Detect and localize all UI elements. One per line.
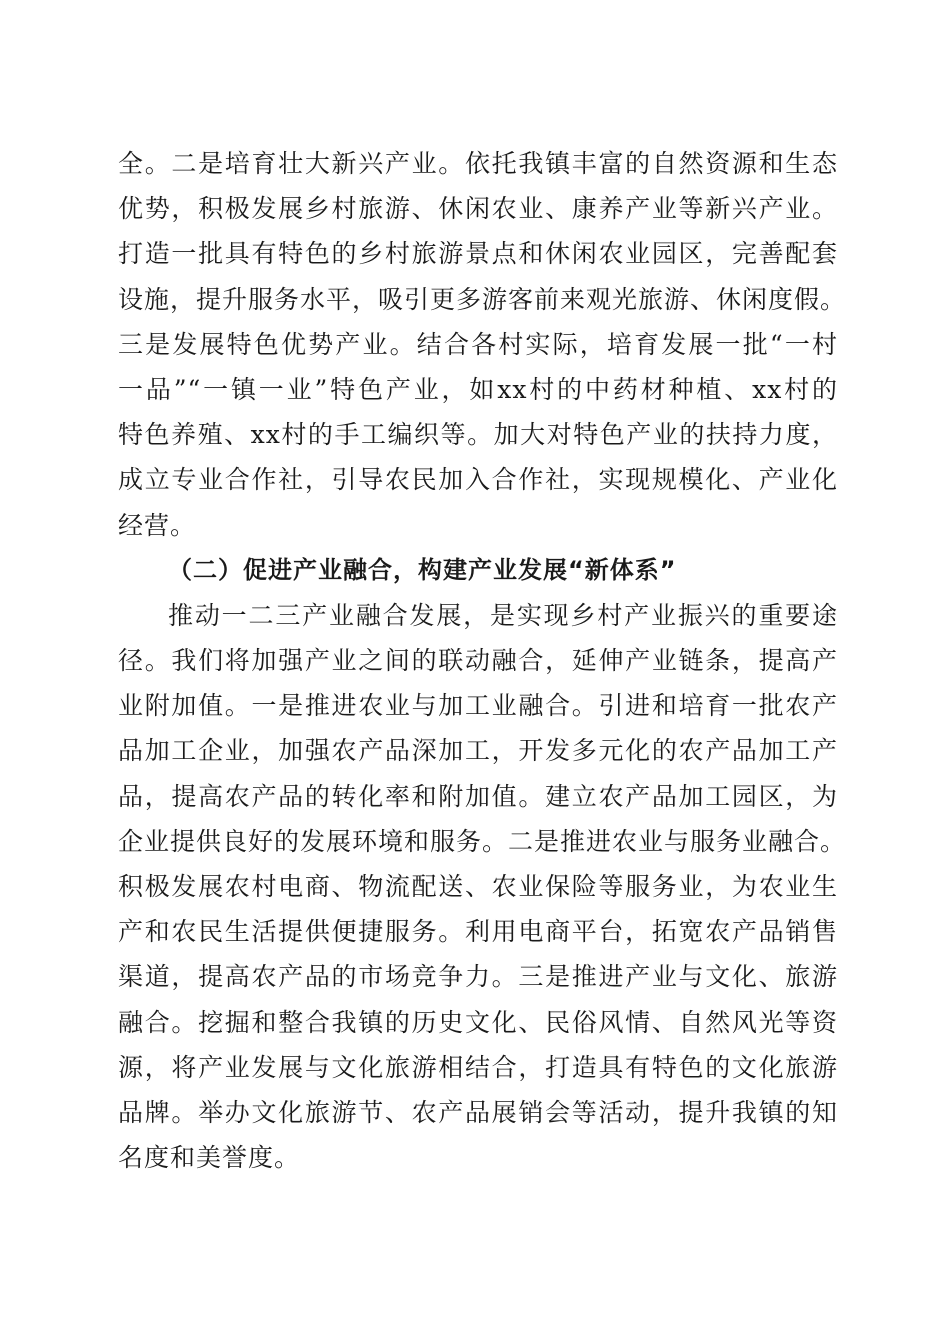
text-line: 三是发展特色优势产业。结合各村实际，培育发展一批“一村 [118, 329, 838, 359]
text-line: 经营。 [118, 510, 197, 540]
text-line: 推动一二三产业融合发展，是实现乡村产业振兴的重要途 [168, 600, 838, 630]
text-line: 源，将产业发展与文化旅游相结合，打造具有特色的文化旅游 [118, 1052, 838, 1082]
text-line: 径。我们将加强产业之间的联动融合，延伸产业链条，提高产 [118, 646, 838, 676]
text-line: 特色养殖、xx村的手工编织等。加大对特色产业的扶持力度， [118, 420, 838, 450]
text-line: 企业提供良好的发展环境和服务。二是推进农业与服务业融合。 [118, 826, 847, 856]
text-line: 融合。挖掘和整合我镇的历史文化、民俗风情、自然风光等资 [118, 1007, 838, 1037]
paragraph-1 [118, 141, 847, 548]
text-line: 品加工企业，加强农产品深加工，开发多元化的农产品加工产 [118, 736, 838, 766]
document-body [118, 141, 847, 1180]
text-line: 优势，积极发展乡村旅游、休闲农业、康养产业等新兴产业。 [118, 194, 838, 224]
text-line: 设施，提升服务水平，吸引更多游客前来观光旅游、休闲度假。 [118, 284, 847, 314]
text-line: 渠道，提高农产品的市场竞争力。三是推进产业与文化、旅游 [118, 962, 838, 992]
text-line: 打造一批具有特色的乡村旅游景点和休闲农业园区，完善配套 [118, 239, 838, 269]
text-line: 业附加值。一是推进农业与加工业融合。引进和培育一批农产 [118, 691, 838, 721]
text-line: 品牌。举办文化旅游节、农产品展销会等活动，提升我镇的知 [118, 1097, 838, 1127]
text-line: 成立专业合作社，引导农民加入合作社，实现规模化、产业化 [118, 465, 838, 495]
section-heading: （二）促进产业融合，构建产业发展“新体系” [168, 555, 677, 584]
text-line: 品，提高农产品的转化率和附加值。建立农产品加工园区，为 [118, 781, 838, 811]
text-line: 产和农民生活提供便捷服务。利用电商平台，拓宽农产品销售 [118, 917, 838, 947]
text-line: 积极发展农村电商、物流配送、农业保险等服务业，为农业生 [118, 872, 838, 901]
text-line: 一品”“一镇一业”特色产业，如xx村的中药材种植、xx村的 [118, 374, 838, 404]
paragraph-2 [118, 593, 847, 1180]
text-line: 全。二是培育壮大新兴产业。依托我镇丰富的自然资源和生态 [118, 149, 838, 178]
text-line: 名度和美誉度。 [118, 1143, 301, 1173]
